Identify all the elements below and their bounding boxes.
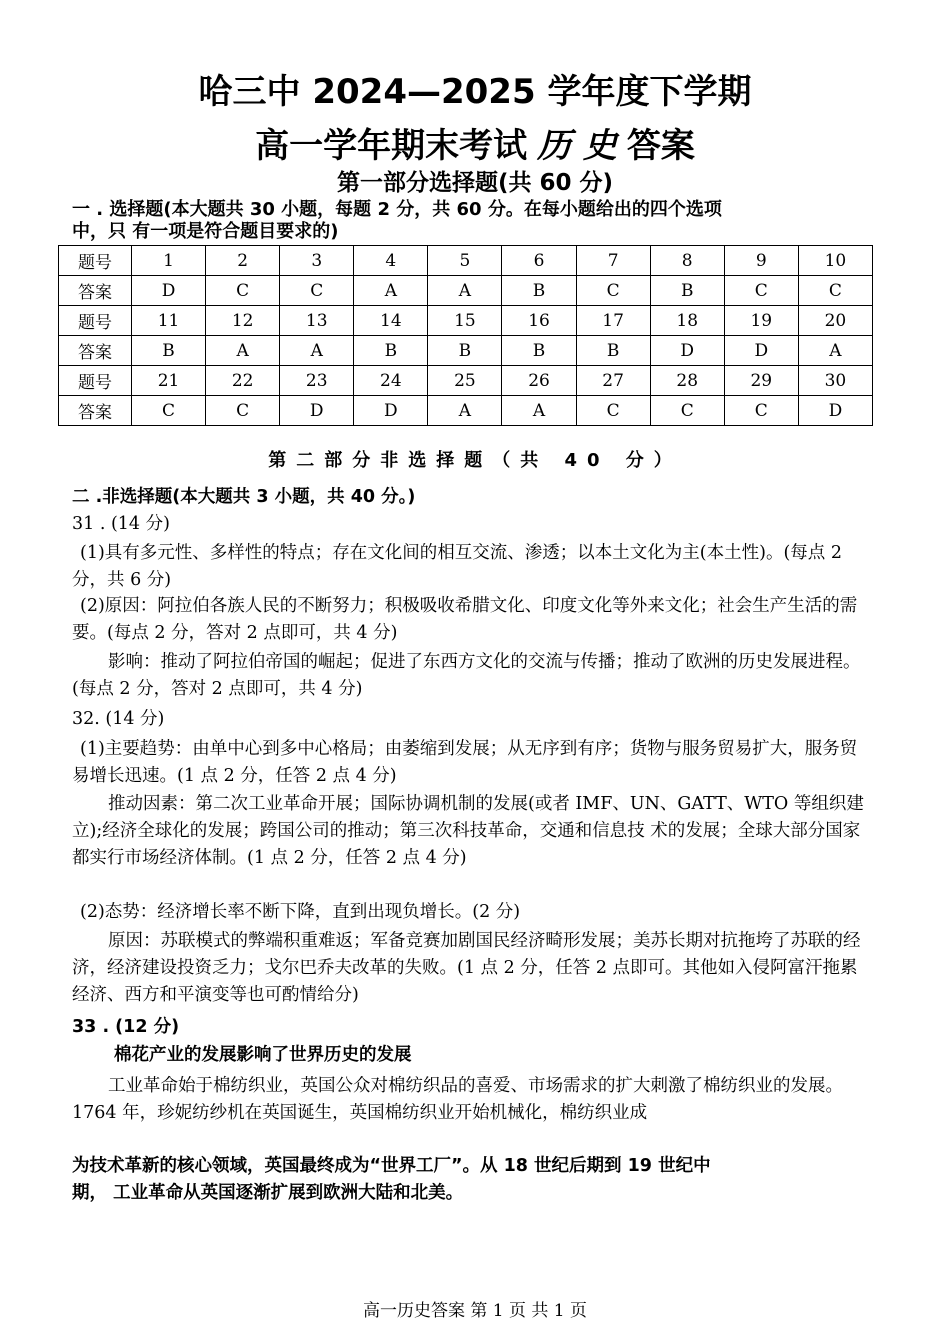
exam-title: 哈三中 2024—2025 学年度下学期 [198,72,752,112]
question-number-cell: 9 [724,246,798,276]
question-number-cell: 16 [502,306,576,336]
question-number-cell: 24 [354,366,428,396]
question-number-cell: 7 [576,246,650,276]
answer-cell: A [206,336,280,366]
answer-cell: D [724,336,798,366]
answer-cell: B [576,336,650,366]
answer-cell: A [798,336,872,366]
question-number-cell: 18 [650,306,724,336]
question-number-cell: 27 [576,366,650,396]
q31-part1: (1)具有多元性、多样性的特点；存在文化间的相互交流、渗透；以本土文化为主(本土性)。(每点 2 分，共 6 分) [72,543,842,590]
answer-label-cell: 答案 [59,336,132,366]
answer-cell: C [798,276,872,306]
answer-cell: A [428,276,502,306]
question-number-cell: 23 [280,366,354,396]
answer-label-cell: 答案 [59,276,132,306]
answer-cell: B [132,336,206,366]
q32-part4: 原因：苏联模式的弊端积重难返；军备竞赛加剧国民经济畸形发展；美苏长期对抗拖垮了苏联的经济，经济建设投资乏力；戈尔巴乔夫改革的失败。(1 点 2 分，任答 2 点即可。其他如入侵阿富汗拖累经济、西方和平演变等也可酌情给分) [72,931,861,1005]
q31-part2: (2)原因：阿拉伯各族人民的不断努力；积极吸收希腊文化、印度文化等外来文化；社会生产生活的需要。(每点 2 分，答对 2 点即可，共 4 分) [72,596,858,643]
answer-cell: C [206,396,280,426]
answer-row [59,336,873,366]
answer-row [59,396,873,426]
question-number-cell: 20 [798,306,872,336]
question-number-cell: 6 [502,246,576,276]
question-number-cell: 28 [650,366,724,396]
question-number-cell: 15 [428,306,502,336]
answer-cell: D [132,276,206,306]
q31-part3: 影响：推动了阿拉伯帝国的崛起；促进了东西方文化的交流与传播；推动了欧洲的历史发展进程。(每点 2 分，答对 2 点即可，共 4 分) [72,652,861,699]
question-number-row [59,306,873,336]
q32-part2: 推动因素：第二次工业革命开展；国际协调机制的发展(或者 IMF、UN、GATT、WTO 等组织建立);经济全球化的发展；跨国公司的推动；第三次科技革命，交通和信息技 术的发展；全球大部分国家都实行市场经济体制。(1 点 2 分，任答 2 点 4 分) [72,794,864,868]
answer-label-cell: 答案 [59,396,132,426]
question-number-cell: 30 [798,366,872,396]
question-number-cell: 17 [576,306,650,336]
answer-cell: A [280,336,354,366]
question-number-cell: 12 [206,306,280,336]
question-number-cell: 8 [650,246,724,276]
subject-name: 历 史 [537,126,617,166]
q33-bold-line1: 为技术革新的核心领域，英国最终成为“世界工厂”。从 18 世纪后期到 19 世纪中 [72,1156,711,1176]
question-number-cell: 29 [724,366,798,396]
q33-header: 33 . (12 分) [72,1017,180,1037]
answer-cell: C [650,396,724,426]
answer-cell: B [650,276,724,306]
answer-cell: B [502,276,576,306]
question-number-cell: 19 [724,306,798,336]
exam-subtitle [0,118,950,167]
part1-instructions-line2: 中，只 有一项是符合题目要求的) [72,221,339,242]
part2-instructions: 二 .非选择题(本大题共 3 小题，共 40 分。) [72,487,416,507]
answer-cell: C [280,276,354,306]
answer-cell: A [502,396,576,426]
question-number-cell: 4 [354,246,428,276]
answer-cell: D [280,396,354,426]
answer-cell: B [502,336,576,366]
question-number-cell: 1 [132,246,206,276]
question-number-cell: 22 [206,366,280,396]
answer-cell: D [650,336,724,366]
question-label-cell: 题号 [59,306,132,336]
part1-instructions [72,199,872,243]
part1-title: 第一部分选择题(共 60 分) [336,170,614,196]
answer-cell: C [132,396,206,426]
q32-header: 32. (14 分) [72,709,165,729]
part1-instructions-line1: 一 . 选择题(本大题共 30 小题，每题 2 分，共 60 分。在每小题给出的四个选项 [72,199,722,220]
q32-part1: (1)主要趋势：由单中心到多中心格局；由萎缩到发展；从无序到有序；货物与服务贸易扩大，服务贸易增长迅速。(1 点 2 分，任答 2 点 4 分) [72,739,858,786]
question-number-cell: 5 [428,246,502,276]
question-number-cell: 21 [132,366,206,396]
question-number-cell: 14 [354,306,428,336]
question-number-cell: 10 [798,246,872,276]
answer-cell: A [354,276,428,306]
q32-part3: (2)态势：经济增长率不断下降，直到出现负增长。(2 分) [80,902,521,922]
part2-heading: 第二部分非选择题（共 40 分） [268,450,682,471]
question-number-cell: 13 [280,306,354,336]
answer-row [59,276,873,306]
q33-bold-line2: 期， 工业革命从英国逐渐扩展到欧洲大陆和北美。 [72,1183,464,1203]
question-number-row [59,246,873,276]
answer-cell: C [576,276,650,306]
answer-cell: C [724,396,798,426]
subtitle-prefix: 高一学年期末考试 [255,126,528,166]
answer-cell: C [206,276,280,306]
subtitle-suffix: 答案 [626,126,695,166]
question-number-cell: 2 [206,246,280,276]
answer-cell: C [724,276,798,306]
page-footer: 高一历史答案 第 1 页 共 1 页 [362,1301,588,1321]
question-number-cell: 3 [280,246,354,276]
answer-cell: D [798,396,872,426]
answer-cell: B [354,336,428,366]
q33-subtitle: 棉花产业的发展影响了世界历史的发展 [114,1045,412,1065]
answer-cell: B [428,336,502,366]
question-number-cell: 25 [428,366,502,396]
q33-paragraph: 工业革命始于棉纺织业，英国公众对棉纺织品的喜爱、市场需求的扩大刺激了棉纺织业的发展。1764 年，珍妮纺纱机在英国诞生，英国棉纺织业开始机械化，棉纺织业成 [72,1076,843,1123]
question-number-cell: 26 [502,366,576,396]
question-label-cell: 题号 [59,366,132,396]
answer-table [58,245,873,426]
answer-cell: A [428,396,502,426]
q31-header: 31 . (14 分) [72,514,170,534]
answer-cell: D [354,396,428,426]
question-number-row [59,366,873,396]
question-number-cell: 11 [132,306,206,336]
question-label-cell: 题号 [59,246,132,276]
answer-cell: C [576,396,650,426]
